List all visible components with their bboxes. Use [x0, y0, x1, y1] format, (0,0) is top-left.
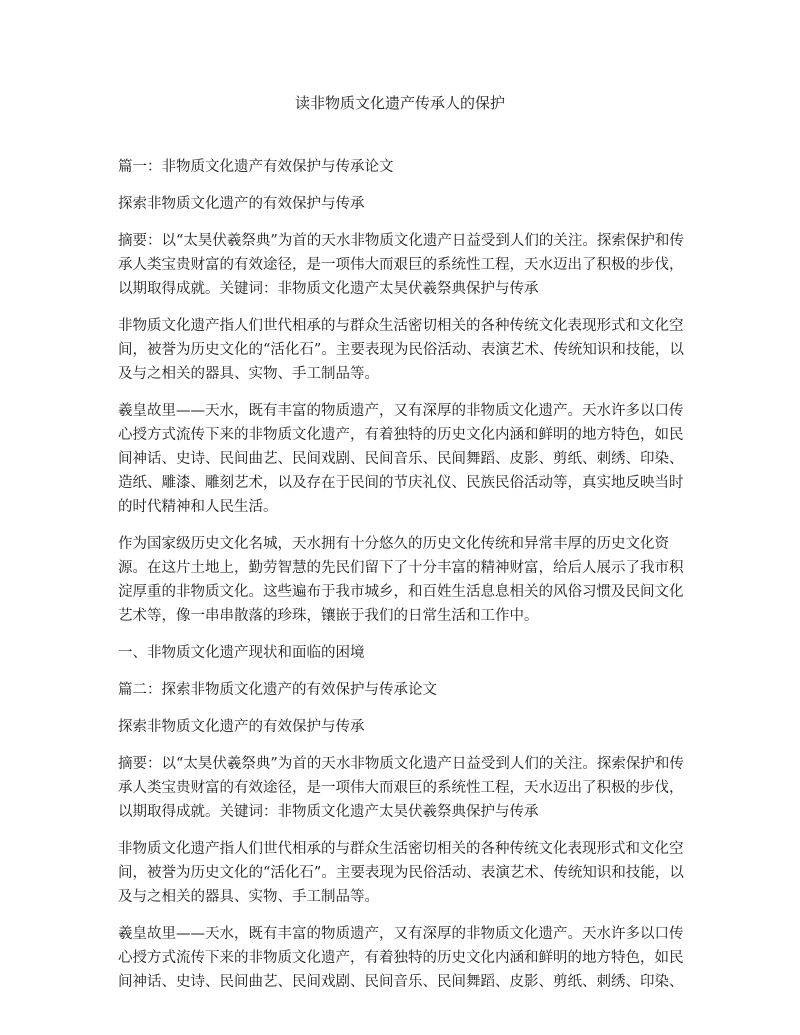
paragraph-line: 心授方式流传下来的非物质文化遗产，有着独特的历史文化内涵和鲜明的地方特色，如民	[118, 427, 684, 443]
paragraph	[118, 715, 684, 739]
paragraph-line: 承人类宝贵财富的有效途径，是一项伟大而艰巨的系统性工程，天水迈出了积极的步伐，	[118, 780, 684, 796]
paragraph-line: 探索非物质文化遗产的有效保护与传承	[118, 196, 365, 212]
paragraph-line: 羲皇故里——天水，既有丰富的物质遗产，又有深厚的非物质文化遗产。天水许多以口传	[118, 926, 684, 942]
paragraph-line: 间神话、史诗、民间曲艺、民间戏剧、民间音乐、民间舞蹈、皮影、剪纸、刺绣、印染、	[118, 974, 684, 990]
paragraph-line: 淀厚重的非物质文化。这些遍布于我市城乡，和百姓生活息息相关的风俗习惯及民间文化	[118, 584, 684, 600]
paragraph-line: 艺术等，像一串串散落的珍珠，镶嵌于我们的日常生活和工作中。	[118, 608, 539, 624]
paragraph	[118, 922, 684, 994]
paragraph-line: 间神话、史诗、民间曲艺、民间戏剧、民间音乐、民间舞蹈、皮影、剪纸、刺绣、印染、	[118, 451, 684, 467]
paragraph	[118, 837, 684, 909]
paragraph-line: 以期取得成就。关键词：非物质文化遗产太昊伏羲祭典保护与传承	[118, 804, 539, 820]
paragraph	[118, 229, 684, 301]
document-body	[118, 155, 684, 1007]
paragraph	[118, 752, 684, 824]
paragraph-line: 非物质文化遗产指人们世代相承的与群众生活密切相关的各种传统文化表现形式和文化空	[118, 318, 684, 334]
paragraph-line: 摘要：以“太昊伏羲祭典”为首的天水非物质文化遗产日益受到人们的关注。探索保护和传	[118, 233, 684, 249]
paragraph-line: 篇二：探索非物质文化遗产的有效保护与传承论文	[118, 682, 437, 698]
paragraph-line: 一、非物质文化遗产现状和面临的困境	[118, 645, 365, 661]
paragraph-line: 羲皇故里——天水，既有丰富的物质遗产，又有深厚的非物质文化遗产。天水许多以口传	[118, 403, 684, 419]
paragraph-line: 造纸、雕漆、雕刻艺术，以及存在于民间的节庆礼仪、民族民俗活动等，真实地反映当时	[118, 475, 684, 491]
paragraph-line: 源。在这片土地上，勤劳智慧的先民们留下了十分丰富的精神财富，给后人展示了我市积	[118, 560, 684, 576]
paragraph-line: 非物质文化遗产指人们世代相承的与群众生活密切相关的各种传统文化表现形式和文化空	[118, 841, 684, 857]
paragraph-line: 及与之相关的器具、实物、手工制品等。	[118, 889, 379, 905]
paragraph	[118, 314, 684, 386]
paragraph-line: 的时代精神和人民生活。	[118, 499, 278, 515]
paragraph-line: 探索非物质文化遗产的有效保护与传承	[118, 719, 365, 735]
paragraph-line: 承人类宝贵财富的有效途径，是一项伟大而艰巨的系统性工程，天水迈出了积极的步伐，	[118, 257, 684, 273]
paragraph	[118, 399, 684, 519]
paragraph	[118, 192, 684, 216]
paragraph-line: 间，被誉为历史文化的“活化石”。主要表现为民俗活动、表演艺术、传统知识和技能，以	[118, 865, 684, 881]
paragraph	[118, 532, 684, 628]
paragraph-line: 以期取得成就。关键词：非物质文化遗产太昊伏羲祭典保护与传承	[118, 281, 539, 297]
paragraph-line: 摘要：以“太昊伏羲祭典”为首的天水非物质文化遗产日益受到人们的关注。探索保护和传	[118, 756, 684, 772]
paragraph-line: 心授方式流传下来的非物质文化遗产，有着独特的历史文化内涵和鲜明的地方特色，如民	[118, 950, 684, 966]
paragraph-line: 篇一：非物质文化遗产有效保护与传承论文	[118, 159, 394, 175]
paragraph-line: 及与之相关的器具、实物、手工制品等。	[118, 366, 379, 382]
paragraph	[118, 155, 684, 179]
paragraph	[118, 678, 684, 702]
paragraph-line: 作为国家级历史文化名城，天水拥有十分悠久的历史文化传统和异常丰厚的历史文化资	[118, 536, 669, 552]
document-title: 读非物质文化遗产传承人的保护	[294, 94, 505, 112]
paragraph	[118, 641, 684, 665]
paragraph-line: 间，被誉为历史文化的“活化石”。主要表现为民俗活动、表演艺术、传统知识和技能，以	[118, 342, 684, 358]
